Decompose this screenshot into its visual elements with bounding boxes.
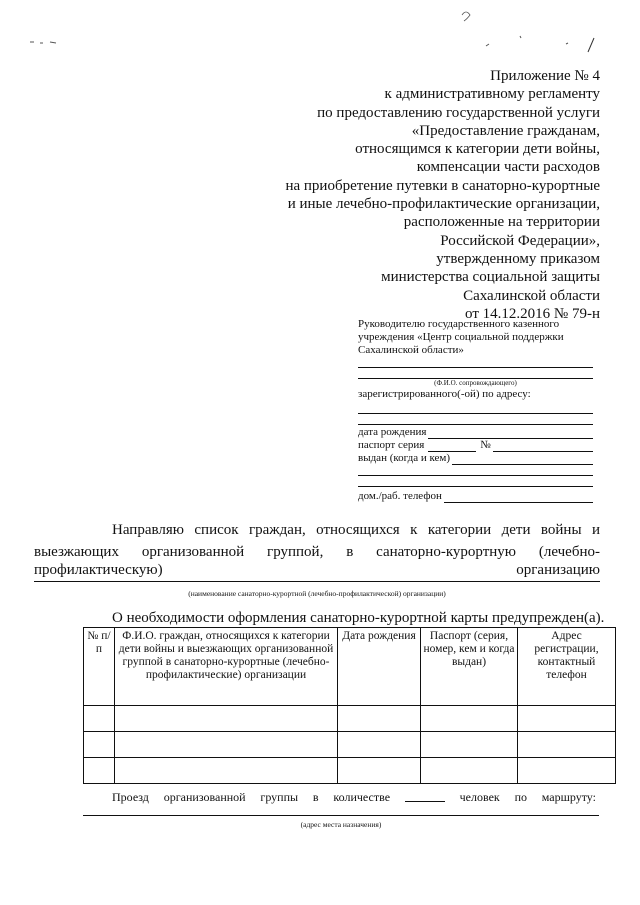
destination-caption: (адрес места назначения) xyxy=(300,820,382,829)
table-row xyxy=(84,732,616,758)
table-cell[interactable] xyxy=(518,706,616,732)
header-line: Российской Федерации», xyxy=(440,232,600,249)
table-cell[interactable] xyxy=(84,706,115,732)
body-line-left: профилактическую) xyxy=(34,562,163,578)
handwritten-marks xyxy=(0,0,640,60)
trip-word: количестве xyxy=(333,790,391,804)
header-line: по предоставлению государственной услуги xyxy=(317,104,600,121)
trip-word: в xyxy=(312,790,319,804)
organization-field[interactable] xyxy=(34,579,600,582)
fio-field-2[interactable] xyxy=(358,368,593,379)
notice-text: О необходимости оформления санаторно-курортной карты предупрежден(а). xyxy=(112,610,605,626)
trip-word: группы xyxy=(260,790,299,804)
phone-label: дом./раб. телефон xyxy=(358,490,442,502)
passport-series-label: паспорт серия xyxy=(358,439,425,451)
trip-word: по xyxy=(514,790,527,804)
table-cell[interactable] xyxy=(421,732,518,758)
col-header-address: Адрес регистрации, контактный телефон xyxy=(518,628,616,706)
table-cell[interactable] xyxy=(338,758,421,784)
header-line: «Предоставление гражданам, xyxy=(411,122,600,139)
table-cell[interactable] xyxy=(338,732,421,758)
address-field[interactable] xyxy=(358,403,593,414)
address-field-2[interactable] xyxy=(358,414,593,425)
table-row xyxy=(84,758,616,784)
col-header-birth-date: Дата рождения xyxy=(338,628,421,706)
header-line: расположенные на территории xyxy=(403,214,600,231)
table-header-row xyxy=(84,628,616,706)
header-line: Приложение № 4 xyxy=(490,68,600,84)
table-cell[interactable] xyxy=(115,732,338,758)
table-cell[interactable] xyxy=(421,706,518,732)
body-line: выезжающих организованной группой, в санаторно-курортную (лечебно- xyxy=(34,544,600,560)
trip-word: человек xyxy=(459,790,500,804)
col-header-number: № п/п xyxy=(84,628,115,706)
phone-field[interactable] xyxy=(444,491,593,503)
fio-caption: (Ф.И.О. сопровождающего) xyxy=(434,379,517,387)
table-cell[interactable] xyxy=(518,758,616,784)
header-line: Сахалинской области xyxy=(463,287,600,304)
table-cell[interactable] xyxy=(518,732,616,758)
birth-date-field[interactable] xyxy=(428,427,593,439)
phone-row xyxy=(358,490,593,503)
trip-line xyxy=(112,790,596,805)
addressee-block xyxy=(358,318,593,503)
table-cell[interactable] xyxy=(115,758,338,784)
body-line-3 xyxy=(34,561,600,579)
passport-number-field[interactable] xyxy=(493,440,593,452)
people-count-field[interactable] xyxy=(405,790,445,802)
appendix-header xyxy=(240,67,600,323)
request-paragraph xyxy=(34,521,600,603)
table-cell[interactable] xyxy=(338,706,421,732)
passport-number-label: № xyxy=(480,439,491,451)
table-cell[interactable] xyxy=(84,758,115,784)
registered-label: зарегистрированного(-ой) по адресу: xyxy=(358,388,531,400)
header-line: к административному регламенту xyxy=(384,86,600,103)
table-cell[interactable] xyxy=(84,732,115,758)
addressee-line: Сахалинской области» xyxy=(358,344,464,356)
issued-field-2[interactable] xyxy=(358,465,593,476)
col-header-passport: Паспорт (серия, номер, кем и когда выдан) xyxy=(421,628,518,706)
header-line: утвержденному приказом xyxy=(436,250,600,267)
issued-row xyxy=(358,452,593,465)
trip-word: организованной xyxy=(163,790,246,804)
addressee-line: учреждения «Центр социальной поддержки xyxy=(358,331,564,343)
trip-word: Проезд xyxy=(112,790,149,804)
issued-field-3[interactable] xyxy=(358,476,593,487)
issued-label: выдан (когда и кем) xyxy=(358,452,451,464)
issued-field[interactable] xyxy=(452,453,593,465)
trip-word: маршруту: xyxy=(541,790,596,804)
header-line: и иные лечебно-профилактические организации, xyxy=(287,196,600,213)
destination-field[interactable] xyxy=(83,815,599,816)
table-cell[interactable] xyxy=(421,758,518,784)
passport-series-field[interactable] xyxy=(428,440,476,452)
header-line: относящимся к категории дети войны, xyxy=(355,141,600,158)
header-line: на приобретение путевки в санаторно-курортные xyxy=(285,177,600,194)
organization-caption: (наименование санаторно-курортной (лечебно-профилактической) организации) xyxy=(188,589,446,598)
table-cell[interactable] xyxy=(115,706,338,732)
col-header-fio: Ф.И.О. граждан, относящихся к категории дети войны и выезжающих организованной группой в санаторно-курортные (лечебно-профилактические) организации xyxy=(115,628,338,706)
birth-date-label: дата рождения xyxy=(358,426,427,438)
fio-field[interactable] xyxy=(358,357,593,368)
body-line: Направляю список граждан, относящихся к категории дети войны и xyxy=(112,522,600,538)
header-line: компенсации части расходов xyxy=(416,159,600,176)
participants-table xyxy=(83,627,616,784)
addressee-line: Руководителю государственного казенного xyxy=(358,318,560,330)
passport-row xyxy=(358,439,593,452)
header-line: от 14.12.2016 № 79-н xyxy=(465,305,600,322)
birth-date-row xyxy=(358,426,593,439)
header-line: министерства социальной защиты xyxy=(381,269,600,286)
body-line-right: организацию xyxy=(516,562,600,578)
table-row xyxy=(84,706,616,732)
